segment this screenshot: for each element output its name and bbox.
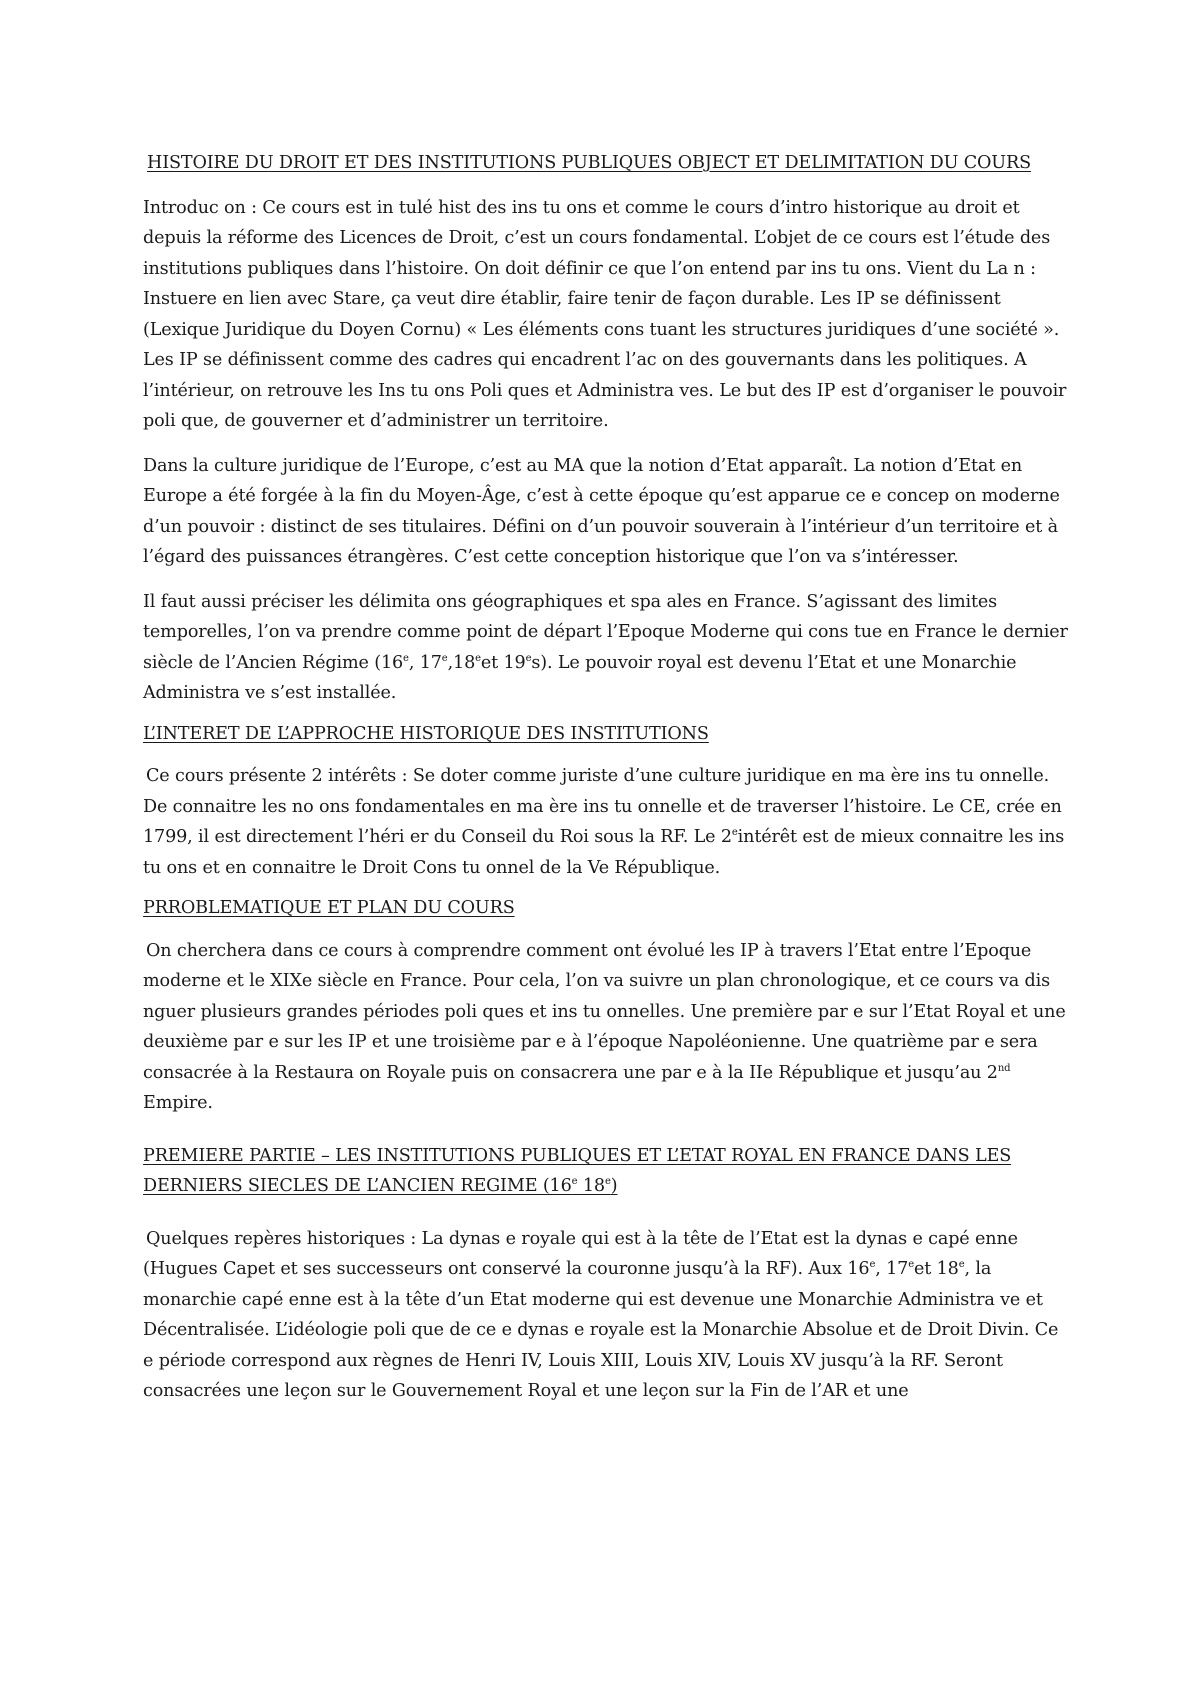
superscript: e: [908, 1259, 914, 1271]
document-body: [143, 148, 1068, 1407]
section-heading-interet: L’INTERET DE L’APPROCHE HISTORIQUE DES INSTITUTIONS: [143, 723, 709, 744]
superscript: e: [475, 652, 481, 664]
superscript: e: [604, 1176, 611, 1188]
limits-text: s). Le pouvoir royal est devenu l’Etat et une Monarchie Administra ve s’est installée.: [143, 652, 1017, 703]
problematique-text: On cherchera dans ce cours à comprendre comment ont évolué les IP à travers l’Etat entre l’Epoque moderne et le XIXe siècle en France. Pour cela, l’on va suivre un plan chronologique, et ce cours va dis nguer plusieurs grandes périodes poli ques et ins tu onnelles. Une première par e sur l’Etat Royal et une deuxième par e sur les IP et une troisième par e à l’époque Napoléonienne. Une quatrième par e sera consacrée à la Restaura on Royale puis on consacrera une par e à la IIe République et jusqu’au 2: [143, 940, 1066, 1083]
limits-text: Il faut aussi préciser les délimita ons géographiques et spa ales en France. S’agissant des limites temporelles, l’on va prendre comme point de départ l’Epoque Moderne qui cons tue en France le dernier siècle de l’Ancien Régime (16: [143, 591, 1068, 673]
intro-paragraph: Introduc on : Ce cours est in tulé hist des ins tu ons et comme le cours d’intro historique au droit et depuis la réforme des Licences de Droit, c’est un cours fondamental. L’objet de ce cours est l’étude des institutions publiques dans l’histoire. On doit définir ce que l’on entend par ins tu ons. Vient du La n : Instuere en lien avec Stare, ça veut dire établir, faire tenir de façon durable. Les IP se définissent (Lexique Juridique du Doyen Cornu) « Les éléments cons tuant les structures juridiques d’une société ». Les IP se définissent comme des cadres qui encadrent l’ac on des gouvernants dans les politiques. A l’intérieur, on retrouve les Ins tu ons Poli ques et Administra ves. Le but des IP est d’organiser le pouvoir poli que, de gouverner et d’administrer un territoire.: [143, 197, 1067, 431]
superscript: nd: [997, 1062, 1011, 1074]
partie-heading-text: 18: [577, 1176, 605, 1196]
interet-paragraph: [143, 761, 1068, 883]
interet-text: intérêt est de mieux connaitre les ins tu ons et en connaitre le Droit Cons tu onnel de la Ve République.: [143, 827, 1065, 878]
reperes-text: et 18: [914, 1259, 959, 1279]
superscript: e: [403, 652, 409, 664]
superscript: e: [731, 827, 738, 839]
superscript: e: [958, 1259, 965, 1271]
section-heading-problematique: PRROBLEMATIQUE ET PLAN DU COURS: [143, 898, 515, 918]
reperes-text: , la monarchie capé enne est à la tête d’un Etat moderne qui est devenue une Monarchie Administra ve et Décentralisée. L’idéologie poli que de ce e dynas e royale est la Monarchie Absolue et de Droit Divin. Ce e période correspond aux règnes de Henri IV, Louis XIII, Louis XIV, Louis XV jusqu’à la RF. Seront consacrées une leçon sur le Gouvernement Royal et une leçon sur la Fin de l’AR et une: [143, 1259, 1059, 1401]
section-heading-premiere-partie: [143, 1141, 1068, 1202]
document-title: HISTOIRE DU DROIT ET DES INSTITUTIONS PUBLIQUES OBJECT ET DELIMITATION DU COURS: [147, 153, 1031, 173]
superscript: e: [525, 652, 532, 664]
reperes-text: Quelques repères historiques : La dynas e royale qui est à la tête de l’Etat est la dynas e capé enne (Hugues Capet et ses successeurs ont conservé la couronne jusqu’à la RF). Aux 16: [143, 1228, 1018, 1279]
limits-text: ,18: [447, 652, 476, 673]
limits-paragraph: [143, 587, 1068, 709]
interet-text: Ce cours présente 2 intérêts : Se doter comme juriste d’une culture juridique en ma ère ins tu onnelle. De connaitre les no ons fondamentales en ma ère ins tu onnelle et de traverser l’histoire. Le CE, crée en 1799, il est directement l’héri er du Conseil du Roi sous la RF. Le 2: [143, 766, 1062, 847]
partie-heading-text: PREMIERE PARTIE – LES INSTITUTIONS PUBLIQUES ET L’ETAT ROYAL EN FRANCE DANS LES DERNIERS SIECLES DE L’ANCIEN REGIME (16: [143, 1145, 1012, 1196]
problematique-text: Empire.: [143, 1093, 213, 1113]
culture-paragraph: Dans la culture juridique de l’Europe, c’est au MA que la notion d’Etat apparaît. La notion d’Etat en Europe a été forgée à la fin du Moyen-Âge, c’est à cette époque qu’est apparue ce e concep on moderne d’un pouvoir : distinct de ses titulaires. Défini on d’un pouvoir souverain à l’intérieur d’un territoire et à l’égard des puissances étrangères. C’est cette conception historique que l’on va s’intéresser.: [143, 455, 1060, 567]
superscript: e: [869, 1259, 876, 1271]
limits-text: , 17: [408, 652, 442, 673]
superscript: e: [571, 1176, 578, 1188]
reperes-text: , 17: [875, 1259, 909, 1279]
superscript: e: [441, 652, 448, 664]
problematique-paragraph: [143, 936, 1068, 1119]
reperes-paragraph: [143, 1224, 1068, 1407]
limits-text: et 19: [480, 652, 526, 673]
partie-heading-text: ): [610, 1176, 618, 1196]
